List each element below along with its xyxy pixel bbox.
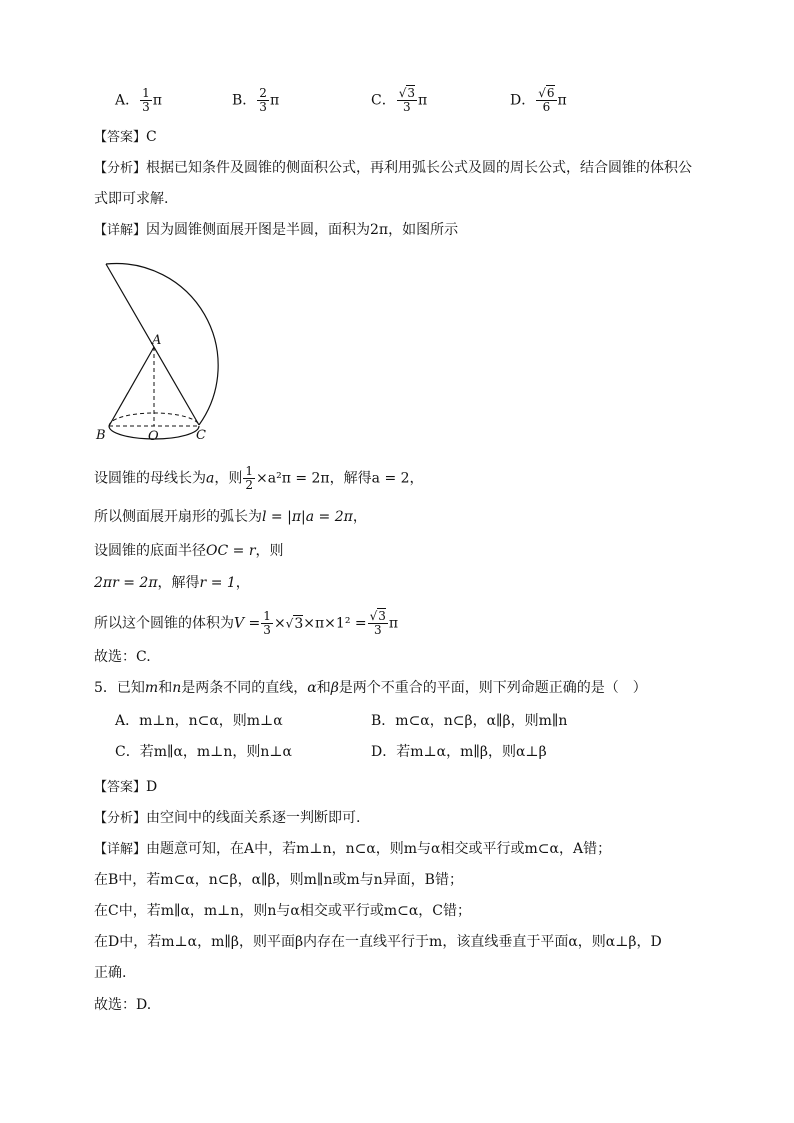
analysis-text: 根据已知条件及圆锥的侧面积公式，再利用弧长公式及圆的周长公式，结合圆锥的体积公 <box>146 160 693 176</box>
option-fraction <box>140 87 152 114</box>
radicand: 3 <box>294 615 304 632</box>
q4-answer <box>94 126 157 149</box>
analysis-tag: 【分析】 <box>94 161 147 176</box>
answer-tag: 【答案】 <box>94 780 147 795</box>
q4-detail <box>94 219 458 242</box>
q5-analysis <box>94 807 360 830</box>
text: 设圆锥的底面半径 <box>94 543 206 559</box>
text: 是两个不重合的平面，则下列命题正确的是（ ） <box>338 680 647 696</box>
q5-stem <box>94 677 647 699</box>
text: 和 <box>158 680 173 696</box>
var: β <box>330 680 339 696</box>
fraction <box>243 465 255 492</box>
text: ，解得 <box>329 470 372 487</box>
frac-den: 3 <box>259 100 267 114</box>
expr: π <box>388 615 399 632</box>
expr: a = 2 <box>371 470 410 487</box>
frac-den: 3 <box>142 100 150 114</box>
detail-tag: 【详解】 <box>94 223 147 238</box>
fraction <box>368 610 388 637</box>
expr: V = <box>234 615 261 632</box>
option-suffix: π <box>269 92 280 109</box>
detail-text: 因为圆锥侧面展开图是半圆，面积为2π，如图所示 <box>146 222 459 238</box>
solution-step-1 <box>94 465 424 492</box>
q5-detail-5: 正确. <box>94 965 127 981</box>
option-letter: A． <box>115 92 140 109</box>
radicand: 3 <box>378 609 386 623</box>
text: 和 <box>316 680 331 696</box>
q5-option-d: D．若m⊥α，m∥β，则α⊥β <box>371 744 547 760</box>
option-letter: B． <box>232 92 257 109</box>
frac-den: 3 <box>263 623 271 637</box>
option-letter: C． <box>371 92 396 109</box>
text: ， <box>352 509 367 525</box>
option-c <box>371 87 427 114</box>
text: 所以侧面展开扇形的弧长为 <box>94 509 262 525</box>
solution-step-4 <box>94 572 250 594</box>
expr: 2πr = 2π <box>94 575 158 591</box>
frac-den: 6 <box>542 100 551 114</box>
frac-num: 1 <box>263 609 271 623</box>
radicand: 3 <box>407 86 416 100</box>
label-c: C <box>196 428 206 443</box>
frac-num: √3 <box>369 609 386 623</box>
var: a <box>206 470 215 487</box>
q4-analysis-cont: 式即可求解. <box>94 191 169 207</box>
detail-tag: 【详解】 <box>94 842 147 857</box>
frac-den: 3 <box>373 623 382 637</box>
text: ，则 <box>255 543 284 559</box>
text: 是两条不同的直线， <box>181 680 308 696</box>
expr: OC = r <box>206 543 256 559</box>
option-d <box>510 87 567 114</box>
label-a: A <box>152 333 162 348</box>
analysis-text: 由空间中的线面关系逐一判断即可. <box>146 810 361 826</box>
option-suffix: π <box>557 92 567 109</box>
frac-den: 2 <box>245 478 253 492</box>
q5-detail-4: 在D中，若m⊥α，m∥β，则平面β内存在一直线平行于m，该直线垂直于平面α，则α⊥β，D <box>94 934 662 950</box>
option-fraction <box>397 87 417 114</box>
var: m <box>144 680 159 696</box>
q5-answer <box>94 776 157 799</box>
solution-step-3 <box>94 540 284 562</box>
expr: ×a²π = 2π <box>256 470 330 487</box>
frac-num: 1 <box>245 464 253 478</box>
q5-conclusion: 故选：D. <box>94 997 152 1013</box>
answer-tag: 【答案】 <box>94 130 147 145</box>
answer-value: D <box>146 779 158 795</box>
text: ， <box>235 575 250 591</box>
text: 所以这个圆锥的体积为 <box>94 615 234 632</box>
option-b <box>232 87 279 114</box>
expr: ×π×1² = <box>303 615 367 632</box>
text: ，则 <box>214 470 243 487</box>
var: α <box>307 680 317 696</box>
frac-num: 1 <box>142 86 150 100</box>
text: ，解得 <box>157 575 200 591</box>
expr: × <box>273 615 286 632</box>
option-letter: D． <box>510 92 536 109</box>
label-b: B <box>96 428 106 443</box>
solution-step-5: 所以这个圆锥的体积为V = $\frac{1}{3}$ ×√3×π×1² = $\frac{√3}{3}$ π <box>94 609 399 637</box>
text: 设圆锥的母线长为 <box>94 470 206 487</box>
analysis-tag: 【分析】 <box>94 811 147 826</box>
label-o: O <box>148 429 159 444</box>
text: ， <box>409 470 424 487</box>
answer-value: C <box>146 129 157 145</box>
generatrix-ab <box>109 347 154 426</box>
option-suffix: π <box>418 92 428 109</box>
fraction <box>261 610 273 637</box>
expr: l = |π|a = 2π <box>262 509 353 525</box>
var: n <box>172 680 182 696</box>
q5-detail-2: 在B中，若m⊂α，n⊂β，α∥β，则m∥n或m与n异面，B错； <box>94 872 463 888</box>
q4-analysis <box>94 157 692 180</box>
text: 5．已知 <box>94 680 145 696</box>
q5-option-c: C．若m∥α，m⊥n，则n⊥α <box>115 744 293 760</box>
detail-text: 由题意可知，在A中，若m⊥n，n⊂α，则m与α相交或平行或m⊂α，A错； <box>146 841 612 857</box>
q5-option-b: B．m⊂α，n⊂β，α∥β，则m∥n <box>371 713 568 729</box>
option-suffix: π <box>152 92 162 109</box>
cone-figure <box>92 250 252 445</box>
q4-conclusion: 故选：C. <box>94 649 151 665</box>
radicand: 6 <box>546 86 555 100</box>
expr: r = 1 <box>199 575 236 591</box>
frac-num: 2 <box>259 86 267 100</box>
solution-step-2 <box>94 506 367 528</box>
option-fraction <box>536 87 556 114</box>
frac-num: √3 <box>398 86 416 100</box>
frac-den: 3 <box>403 100 411 114</box>
q5-detail-3: 在C中，若m∥α，m⊥n，则n与α相交或平行或m⊂α，C错； <box>94 903 472 919</box>
frac-num: √6 <box>538 86 555 100</box>
q5-detail <box>94 838 611 861</box>
q5-option-a: A．m⊥n，n⊂α，则m⊥α <box>115 713 283 729</box>
option-fraction <box>257 87 269 114</box>
option-a <box>115 87 162 114</box>
